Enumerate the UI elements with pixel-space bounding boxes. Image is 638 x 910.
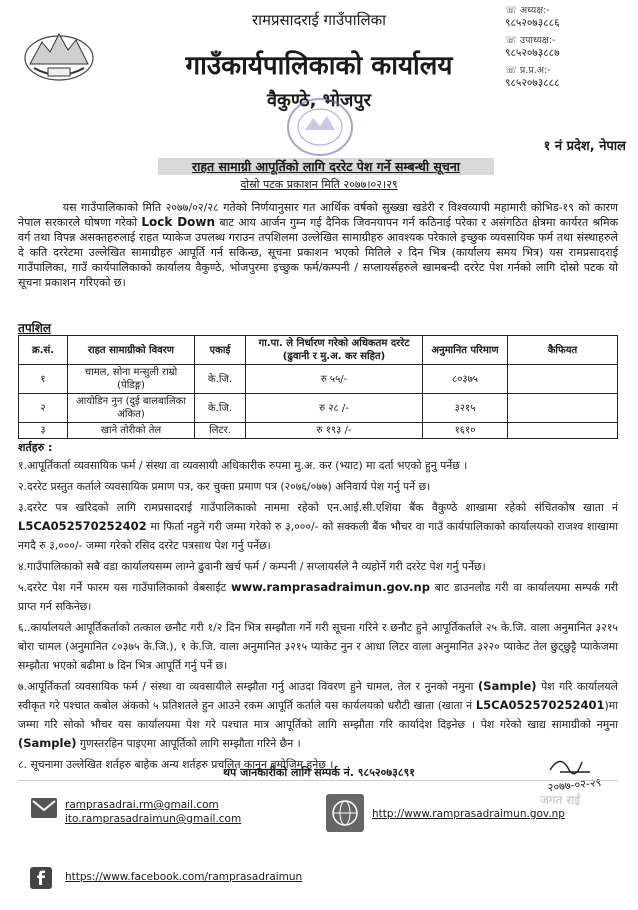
- condition-text: गुणस्तरहिन पाइएमा आपूर्तिको लागि सम्झौता गरिने छैन ।: [79, 737, 301, 750]
- table-cell: १६१०: [423, 423, 508, 439]
- phone-number: ९८५२०७३८८६: [505, 17, 560, 29]
- condition-text: बाट डाउनलोड गरी वा कार्यालयमा सम्पर्क गरी प्राप्त गर्न सकिनेछ।: [18, 581, 619, 613]
- conditions-list: [18, 456, 618, 776]
- sample-text: (Sample): [18, 736, 77, 750]
- table-row: [19, 423, 618, 439]
- table-cell: [508, 423, 618, 439]
- account-number: L5CA052570252401: [475, 698, 605, 712]
- office-title: गाउँकार्यपालिकाको कार्यालय: [185, 51, 453, 81]
- phone-label: ☏ उपाध्यक्ष:-: [505, 35, 556, 46]
- table-row: [19, 365, 618, 394]
- table-cell: खाने तोरीको तेल: [68, 423, 195, 439]
- col-header: अनुमानित परिमाण: [423, 336, 508, 365]
- condition-item: [18, 677, 618, 753]
- lockdown-text: Lock Down: [141, 215, 216, 229]
- condition-item: ४.गाउँपालिकाको सबै वडा कार्यालयसम्म लाग्ने ढुवानी खर्च फर्म / कम्पनी / सप्लायर्सले नै व्यहोर्ने गरी दररेट पेश गर्नु पर्नेछ।: [18, 560, 486, 573]
- phone-list: [505, 4, 630, 94]
- col-header: कैफियत: [508, 336, 618, 365]
- phone-number: ९८५२०७३८८८: [505, 77, 560, 89]
- table-cell: रु २८ /-: [246, 394, 423, 423]
- table-cell: के.जि.: [195, 394, 246, 423]
- phone-label: ☏ प्र.प्र.अ:-: [505, 65, 551, 76]
- phone-number: ९८५२०७३८८७: [505, 47, 560, 59]
- table-row: [19, 394, 618, 423]
- relief-items-table: [18, 335, 618, 439]
- table-cell: के.जि.: [195, 365, 246, 394]
- office-name: रामप्रसादराई गाउँपालिका: [251, 11, 387, 29]
- table-cell: ३: [19, 423, 68, 439]
- sample-text: (Sample): [478, 679, 537, 693]
- globe-icon: [325, 793, 365, 833]
- table-cell: रु ५५/-: [246, 365, 423, 394]
- condition-text: ५.दररेट पेश गर्ने फारम यस गाउँपालिकाको वेबसाईट: [18, 581, 227, 594]
- table-cell: लिटर.: [195, 423, 246, 439]
- condition-text: )मा जम्मा गरि सोको भौचर यस कार्यालयमा पेश गरे पश्चात मात्र आपूर्तिको लागि सम्झौता गरि कार्यादेश दिइनेछ । पेश गरेको खाद्य सामाग्रीको नमुना: [18, 699, 618, 731]
- website-link[interactable]: www.ramprasadraimun.gov.np: [230, 580, 430, 594]
- col-header: एकाई: [195, 336, 246, 365]
- mail-icon: [30, 797, 58, 819]
- condition-text: मा फिर्ता नहुने गरी जम्मा गरेको रु ३,०००/- को सक्कली बैंक भौचर वा गाउँ कार्यपालिकाको कार्यालयको राजश्व शाखामा नगदै रु ३,०००/- जम्मा गरेको रसिद दररेट पत्रसाथ पेश गर्नु पर्नेछ।: [18, 520, 619, 552]
- body-text: बाट आय आर्जन गुम्न गई दैनिक जिवनयापन गर्न कठिनाई परेका र असंगठित क्षेत्रमा कार्यरत श्रमिक वर्ग तथा विपन्न असक्तहरुलाई राहत प्याकेज उपलब्ध गराउन तपशिलमा उल्लेखित सामाग्रीहरु आवश्यक परेकाले इच्छुक व्यवसायिक फर्म तथा संस्थाहरुले दे कति दररेटमा उल्लेखित सामाग्रीहरु आपूर्ति गर्न सकिन्छ, सूचना प्रकाशन भएको मितिले २ दिन भित्र (कार्यालय समय भित्र) यस रामप्रसादराई गाउँपालिका, गाउँ कार्यपालिकाको कार्यालय वैकुण्ठे, भोजपुरमा इच्छुक फर्म/कम्पनी / सप्लायर्सहरुले खामबन्दी दररेट पेश गर्नको लागि दोस्रो पटक यो सूचना प्रकाशन गरिएको छ।: [18, 216, 619, 289]
- contact-line: थप जानकारीको लागि सम्पर्क नं. ९८५२०७३८९१: [223, 766, 415, 779]
- facebook-icon: [30, 867, 52, 889]
- condition-item: २.दररेट प्रस्तुत कर्ताले व्यवसायिक प्रमाण पत्र, कर चुक्ता प्रमाण पत्र (२०७६/०७७) अनिवार्य पेश गर्नु पर्ने छ।: [18, 480, 431, 493]
- table-title: तपशिल: [18, 321, 52, 335]
- conditions-title: शर्तहरु :: [18, 441, 53, 454]
- table-cell: ८०३७५: [423, 365, 508, 394]
- condition-text: ७.आपूर्तिकर्ता व्यवसायिक फर्म / संस्था वा व्यवसायीले सम्झौता गर्नु आउदा विवरण हुने चामल, तेल र नुनको नमुना: [18, 680, 474, 693]
- table-cell: १: [19, 365, 68, 394]
- table-cell: आयोडिन नुन (दुई बालबालिका अंकित): [68, 394, 195, 423]
- table-header-row: [19, 336, 618, 365]
- footer-divider: [18, 780, 618, 781]
- account-number: L5CA052570252402: [18, 519, 147, 533]
- signature-icon: [520, 752, 630, 812]
- email-link[interactable]: ramprasadrai.rm@gmail.com: [65, 799, 219, 811]
- condition-text: ३.दररेट पत्र खरिदको लागि रामप्रसादराई गाउँपालिकाको नाममा रहेको एन.आई.सी.एशिया बैंक वैकुण्ठे शाखामा रहेको संचितकोष खाता नं: [18, 501, 618, 514]
- table-cell: २: [19, 394, 68, 423]
- phone-label: ☏ अध्यक्ष:-: [505, 5, 550, 16]
- table-cell: रु १९३ /-: [246, 423, 423, 439]
- notice-subject: राहत सामाग्री आपूर्तिको लागि दररेट पेश गर्ने सम्बन्धी सूचना: [158, 158, 494, 175]
- table-cell: ३२१५: [423, 394, 508, 423]
- table-cell: चामल, सोना मन्सुली राम्रो (पेडिङ्ग): [68, 365, 195, 394]
- condition-text: पेश गरि कार्यालयले स्वीकृत गरे पश्चात कबोल अंकको ५ प्रतिशतले हुन आउने रकम आपूर्ति कर्ताले यस कार्यलयको धरौटी खाता (खाता नं: [18, 680, 618, 712]
- table-cell: [508, 365, 618, 394]
- col-header: गा.पा. ले निर्धारण गरेको अधिकतम दररेट (ढुवानी र मु.अ. कर सहित): [246, 336, 423, 365]
- office-place: वैकुण्ठे, भोजपुर: [266, 90, 371, 111]
- notice-body: [18, 200, 618, 290]
- condition-item: [18, 498, 618, 555]
- svg-text:२०७७-०२-२९: २०७७-०२-२९: [547, 775, 602, 795]
- facebook-link[interactable]: https://www.facebook.com/ramprasadraimun: [65, 871, 303, 883]
- condition-item: ६..कार्यालयले आपूर्तिकर्ताको तत्काल छनौट गरी १/२ दिन भित्र सम्झौता गर्ने गरी सूचना गरिने र छनौट हुने आपूर्तिकर्ताले २५ के.जि. वाला अनुमानित ३२१५ बोरा चामल (अनुमानित ८०३७५ के.जि.), १ के.जि. वाला अनुमानित ३२१५ प्याकेट नुन र आधा लिटर वाला अनुमानित ३२२० प्याकेट तेल छुट्छुट्टै प्याकेजमा सम्झौता भएको बढीमा ७ दिन भित्र आपूर्ति गर्नु पर्ने छ।: [18, 621, 618, 672]
- col-header: क्र.सं.: [19, 336, 68, 365]
- republish-date: दोस्रो पटक प्रकाशन मिति २०७७।०२।२९: [240, 178, 398, 191]
- body-text: यस गाउँपालिकाको मिति २०७७/०२/२८ गतेको निर्णयानुसार गत आर्थिक वर्षको सुख्खा खडेरी र विश्वव्यापी महामारी कोभिड-१९ को कारण नेपाल सरकारले घोषणा गरेको: [18, 201, 618, 229]
- col-header: राहत सामाग्रीको विवरण: [68, 336, 195, 365]
- condition-item: १.आपूर्तिकर्ता व्यवसायिक फर्म / संस्था वा व्यवसायी अधिकारीक रुपमा मु.अ. कर (भ्याट) मा दर्ता भएको हुनु पर्नेछ ।: [18, 459, 468, 472]
- table-cell: [508, 394, 618, 423]
- email-link[interactable]: ito.ramprasadraimun@gmail.com: [65, 813, 242, 825]
- condition-item: ८. सूचनामा उल्लेखित शर्तहरु बाहेक अन्य शर्तहरु प्रचलित कानून बमोजिम हुनेछ ।: [18, 758, 334, 771]
- province: १ नं प्रदेश, नेपाल: [543, 139, 626, 154]
- condition-item: [18, 578, 618, 616]
- office-seal-icon: [285, 96, 355, 158]
- website-link[interactable]: http://www.ramprasadraimun.gov.np: [372, 808, 565, 820]
- svg-text:जगत राई: जगत राई: [540, 793, 581, 807]
